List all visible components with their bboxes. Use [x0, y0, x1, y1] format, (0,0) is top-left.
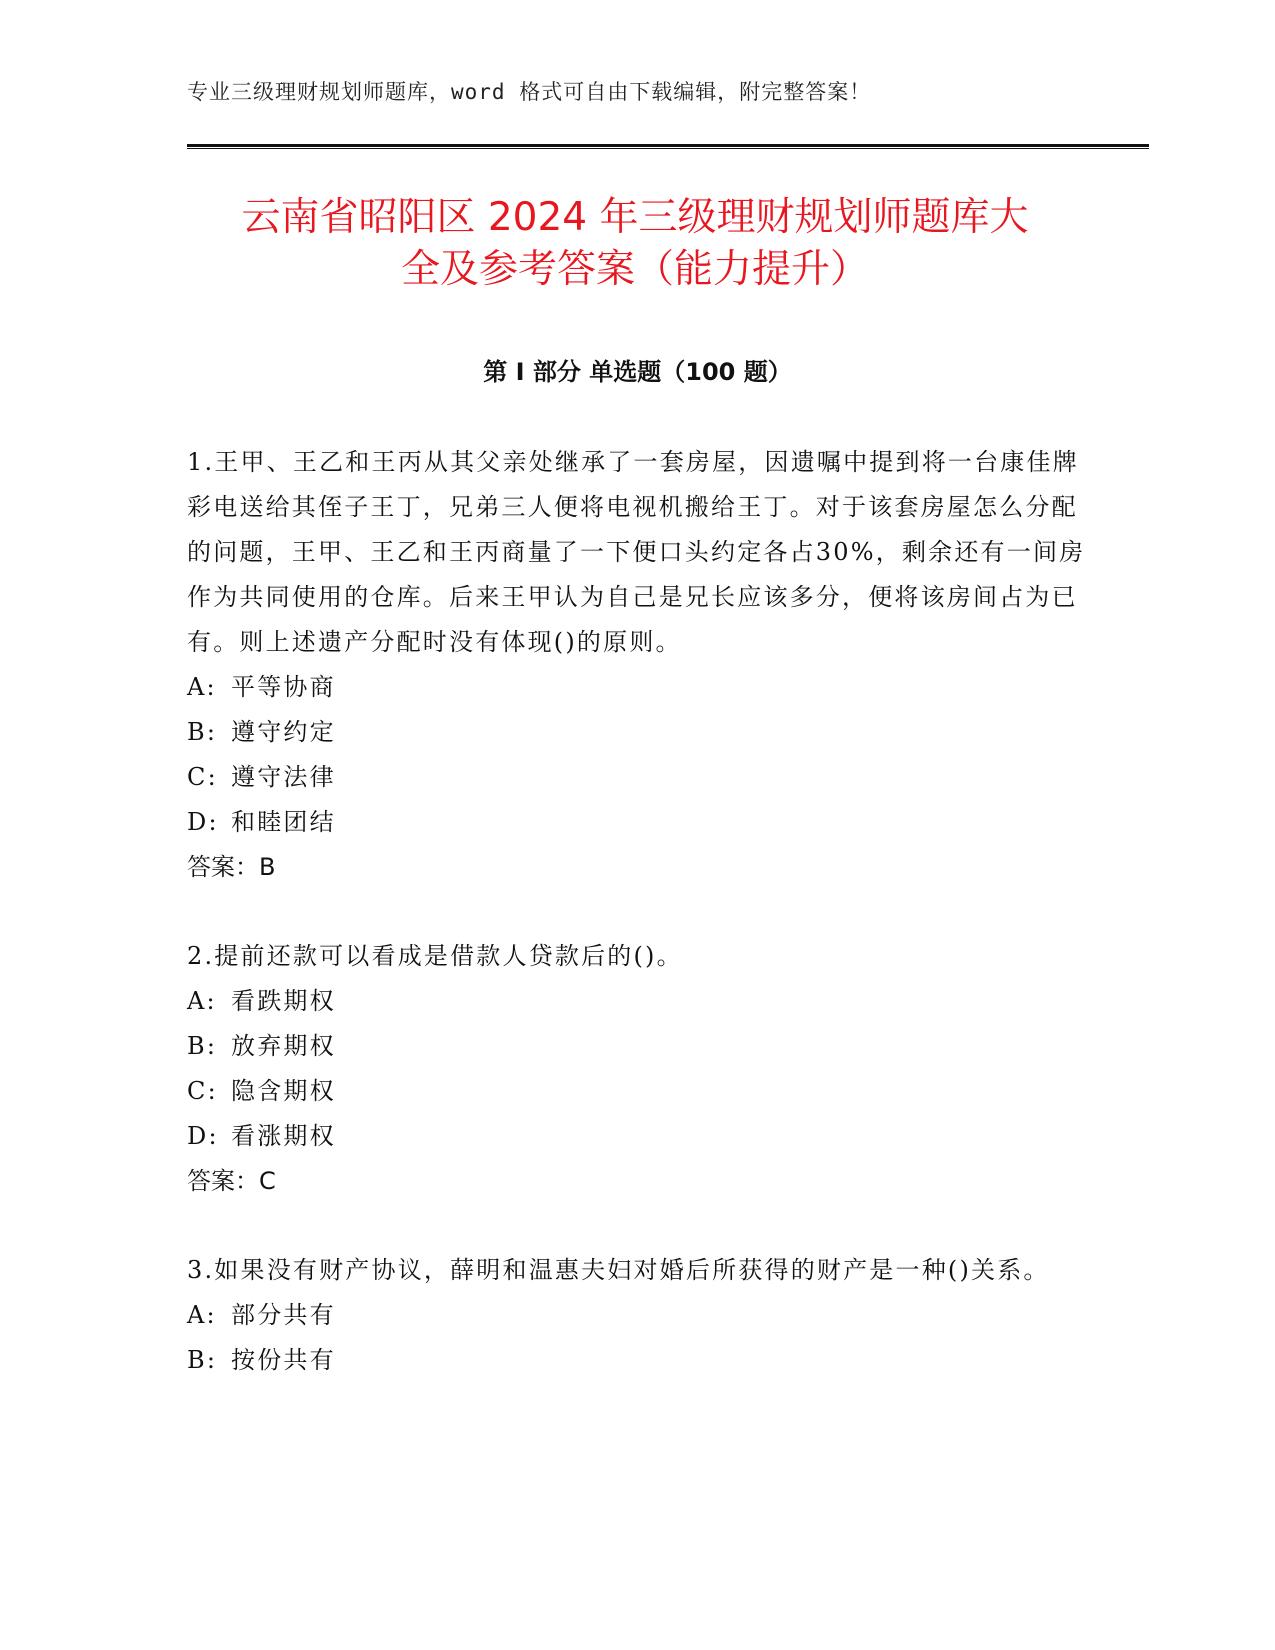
section-title: 第 I 部分 单选题（100 题）: [483, 358, 792, 386]
option-text: 放弃期权: [231, 1032, 336, 1060]
question-1: [187, 440, 1087, 890]
document-title-line-2: 全及参考答案（能力提升）: [400, 247, 869, 292]
option-b: [187, 710, 1087, 755]
question-2: [187, 934, 1087, 1204]
answer-line: 答案：C: [187, 1167, 276, 1195]
document-title-line-1: 云南省昭阳区 2024 年三级理财规划师题库大: [241, 195, 1029, 240]
option-letter: A:: [187, 987, 217, 1015]
option-letter: D:: [187, 1122, 219, 1150]
option-letter: C:: [187, 1077, 218, 1105]
option-text: 遵守法律: [231, 763, 336, 791]
option-text: 看涨期权: [231, 1122, 336, 1150]
question-stem: 3.如果没有财产协议，薛明和温惠夫妇对婚后所获得的财产是一种()关系。: [187, 1256, 1050, 1284]
option-letter: A:: [187, 673, 217, 701]
header-note: 专业三级理财规划师题库，word 格式可自由下载编辑，附完整答案！: [187, 80, 872, 104]
option-a: [187, 665, 1087, 710]
question-list: [187, 440, 1087, 1427]
option-letter: C:: [187, 763, 218, 791]
option-d: [187, 800, 1087, 845]
option-text: 按份共有: [231, 1346, 336, 1374]
option-a: [187, 1293, 1087, 1338]
option-b: [187, 1338, 1087, 1383]
option-letter: B:: [187, 1032, 218, 1060]
question-3: [187, 1248, 1087, 1383]
option-text: 和睦团结: [231, 808, 336, 836]
option-c: [187, 755, 1087, 800]
option-a: [187, 979, 1087, 1024]
option-letter: D:: [187, 808, 219, 836]
answer-line: 答案：B: [187, 853, 276, 881]
option-b: [187, 1024, 1087, 1069]
option-c: [187, 1069, 1087, 1114]
option-text: 隐含期权: [231, 1077, 336, 1105]
option-text: 遵守约定: [231, 718, 336, 746]
header-divider: [187, 144, 1149, 149]
option-letter: B:: [187, 718, 218, 746]
question-stem: 1.王甲、王乙和王丙从其父亲处继承了一套房屋，因遗嘱中提到将一台康佳牌彩电送给其侄子王丁，兄弟三人便将电视机搬给王丁。对于该套房屋怎么分配的问题，王甲、王乙和王丙商量了一下便口头约定各占30%，剩余还有一间房作为共同使用的仓库。后来王甲认为自己是兄长应该多分，便将该房间占为已有。则上述遗产分配时没有体现()的原则。: [187, 448, 1086, 656]
question-stem: 2.提前还款可以看成是借款人贷款后的()。: [187, 942, 683, 970]
document-title: [170, 192, 1100, 296]
option-text: 平等协商: [231, 673, 336, 701]
option-letter: B:: [187, 1346, 218, 1374]
option-letter: A:: [187, 1301, 217, 1329]
option-text: 部分共有: [231, 1301, 336, 1329]
option-text: 看跌期权: [231, 987, 336, 1015]
option-d: [187, 1114, 1087, 1159]
